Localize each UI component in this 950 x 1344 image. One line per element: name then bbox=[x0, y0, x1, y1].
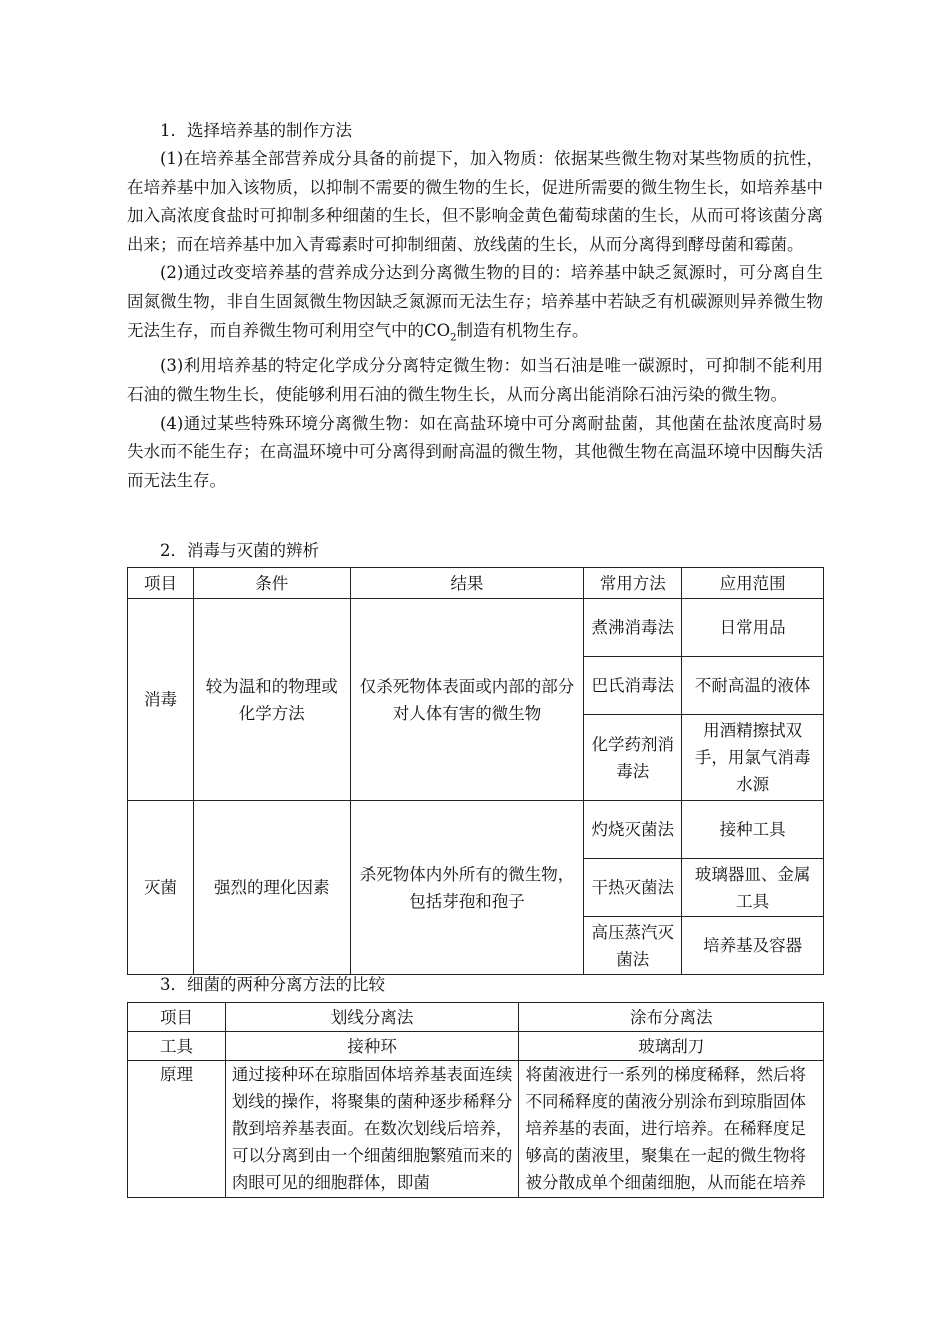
method-cell: 高压蒸汽灭菌法 bbox=[584, 917, 682, 975]
table-row bbox=[128, 599, 824, 657]
principle-label bbox=[128, 1061, 226, 1198]
scope-cell: 不耐高温的液体 bbox=[682, 657, 824, 715]
co2-subscript: 2 bbox=[450, 331, 457, 343]
principle-spread-text: 将菌液进行一系列的梯度稀释，然后将不同稀释度的菌液分别涂布到琼脂固体培养基的表面，进行培养。在稀释度足够高的菌液里，聚集在一起的微生物将被分散成单个细菌细胞，从而能在培养 bbox=[525, 1065, 806, 1192]
header-streak: 划线分离法 bbox=[225, 1003, 519, 1032]
method-cell: 煮沸消毒法 bbox=[584, 599, 682, 657]
sterilize-result: 杀死物体内外所有的微生物，包括芽孢和孢子 bbox=[350, 801, 584, 975]
tool-streak: 接种环 bbox=[225, 1032, 519, 1061]
method-cell: 化学药剂消毒法 bbox=[584, 715, 682, 801]
header-item: 项目 bbox=[128, 1003, 226, 1032]
scope-cell: 接种工具 bbox=[682, 801, 824, 859]
section3-heading: 3．细菌的两种分离方法的比较 bbox=[160, 975, 385, 994]
table-row bbox=[128, 1061, 824, 1198]
table-row bbox=[128, 1032, 824, 1061]
separation-methods-table bbox=[127, 1002, 824, 1198]
header-result: 结果 bbox=[350, 568, 584, 599]
disinfect-item: 消毒 bbox=[128, 599, 194, 801]
table-header-row bbox=[128, 1003, 824, 1032]
section2-heading: 2．消毒与灭菌的辨析 bbox=[160, 541, 319, 560]
scope-cell: 玻璃器皿、金属工具 bbox=[682, 859, 824, 917]
header-spread: 涂布分离法 bbox=[519, 1003, 824, 1032]
principle-streak-text: 通过接种环在琼脂固体培养基表面连续划线的操作，将聚集的菌种逐步稀释分散到培养基表面。在数次划线后培养，可以分离到由一个细菌细胞繁殖而来的肉眼可见的细胞群体，即菌 bbox=[231, 1065, 513, 1192]
paragraph-4: (4)通过某些特殊环境分离微生物：如在高盐环境中可分离耐盐菌，其他菌在盐浓度高时易失水而不能生存；在高温环境中可分离得到耐高温的微生物，其他微生物在高温环境中因酶失活而无法生存。 bbox=[127, 413, 823, 490]
table-row bbox=[128, 801, 824, 859]
sterilize-item: 灭菌 bbox=[128, 801, 194, 975]
paragraph-2-tail: 制造有机物生存。 bbox=[456, 320, 589, 340]
header-condition: 条件 bbox=[193, 568, 350, 599]
section1-body bbox=[127, 145, 823, 495]
paragraph-2 bbox=[127, 259, 823, 352]
section1-heading: 1．选择培养基的制作方法 bbox=[160, 121, 352, 140]
tool-label: 工具 bbox=[128, 1032, 226, 1061]
tool-spread: 玻璃刮刀 bbox=[519, 1032, 824, 1061]
scope-cell: 用酒精擦拭双手，用氯气消毒水源 bbox=[682, 715, 824, 801]
principle-streak bbox=[225, 1061, 519, 1198]
paragraph-2-text: (2)通过改变培养基的营养成分达到分离微生物的目的：培养基中缺乏氮源时，可分离自生固氮微生物，非自生固氮微生物因缺乏氮源而无法生存；培养基中若缺乏有机碳源则异养微生物无法生存，而自养微生物可利用空气中的CO bbox=[127, 263, 823, 340]
header-method: 常用方法 bbox=[584, 568, 682, 599]
table-header-row bbox=[128, 568, 824, 599]
method-cell: 干热灭菌法 bbox=[584, 859, 682, 917]
disinfection-sterilization-table bbox=[127, 567, 824, 975]
scope-cell: 培养基及容器 bbox=[682, 917, 824, 975]
method-cell: 巴氏消毒法 bbox=[584, 657, 682, 715]
principle-label-text: 原理 bbox=[159, 1065, 193, 1084]
paragraph-3: (3)利用培养基的特定化学成分分离特定微生物：如当石油是唯一碳源时，可抑制不能利用石油的微生物生长，使能够利用石油的微生物生长，从而分离出能消除石油污染的微生物。 bbox=[127, 356, 823, 405]
paragraph-1: (1)在培养基全部营养成分具备的前提下，加入物质：依据某些微生物对某些物质的抗性，在培养基中加入该物质，以抑制不需要的微生物的生长，促进所需要的微生物生长，如培养基中加入高浓度食盐时可抑制多种细菌的生长，但不影响金黄色葡萄球菌的生长，从而可将该菌分离出来；而在培养基中加入青霉素时可抑制细菌、放线菌的生长，从而分离得到酵母菌和霉菌。 bbox=[127, 149, 823, 254]
sterilize-condition: 强烈的理化因素 bbox=[193, 801, 350, 975]
method-cell: 灼烧灭菌法 bbox=[584, 801, 682, 859]
disinfect-result: 仅杀死物体表面或内部的部分对人体有害的微生物 bbox=[350, 599, 584, 801]
scope-cell: 日常用品 bbox=[682, 599, 824, 657]
header-item: 项目 bbox=[128, 568, 194, 599]
principle-spread bbox=[519, 1061, 824, 1198]
header-scope: 应用范围 bbox=[682, 568, 824, 599]
disinfect-condition: 较为温和的物理或化学方法 bbox=[193, 599, 350, 801]
